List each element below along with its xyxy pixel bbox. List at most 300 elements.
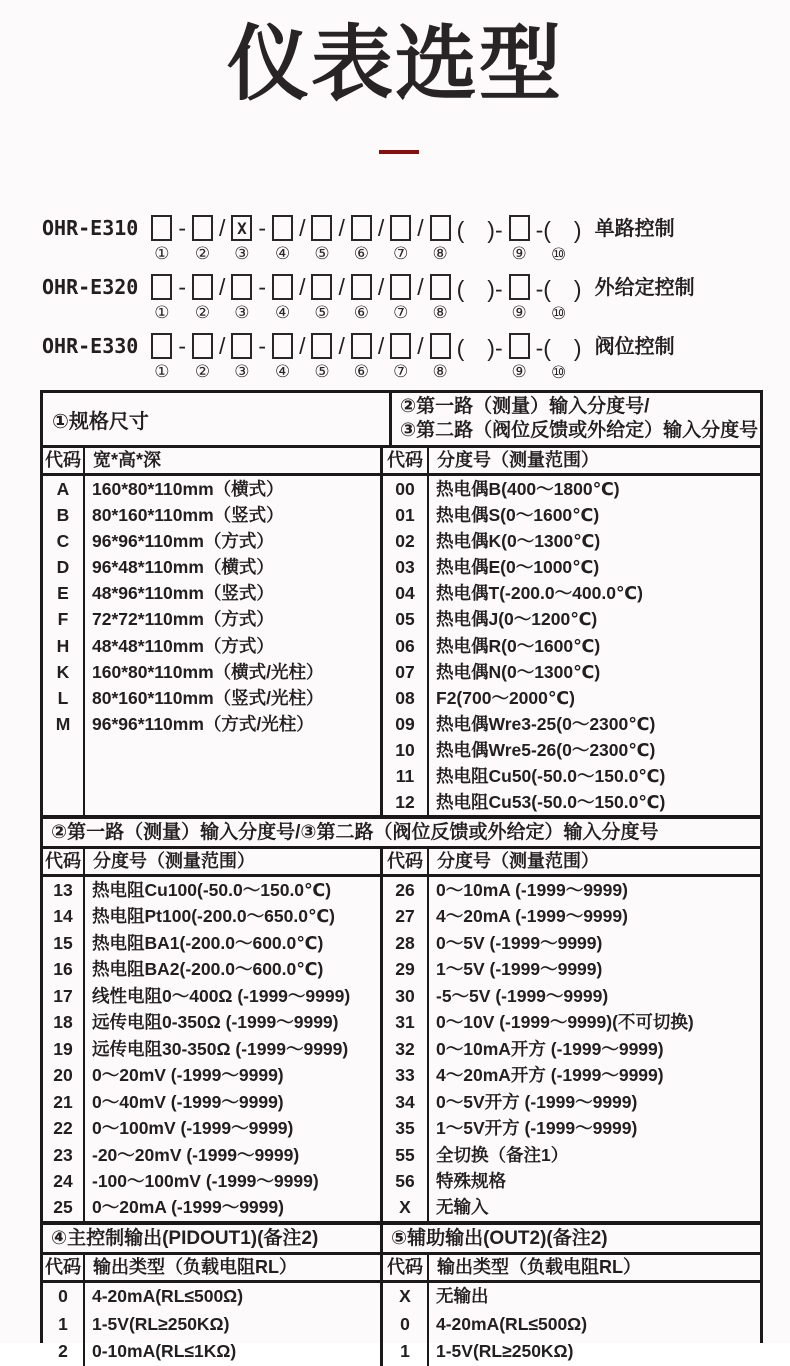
- separator-glyph: /: [299, 332, 306, 359]
- column-header-code: 代码: [45, 450, 81, 470]
- circled-number: ⑨: [511, 362, 527, 382]
- row-code: 21: [53, 1091, 73, 1112]
- table-row: [43, 1283, 380, 1311]
- row-code: D: [56, 557, 70, 578]
- table-row: [383, 476, 760, 502]
- table-row: [383, 580, 760, 606]
- separator-glyph: ( )-: [456, 334, 503, 361]
- code-box-frame: [272, 274, 293, 300]
- code-box: [231, 332, 252, 382]
- row-code: 20: [53, 1065, 73, 1086]
- row-description: 160*80*110mm（横式）: [92, 479, 284, 499]
- row-code: 03: [395, 557, 415, 578]
- table-row: [43, 580, 380, 606]
- code-box: [311, 273, 332, 323]
- separator-glyph: /: [417, 273, 424, 300]
- model-token-sequence: [150, 332, 586, 383]
- circled-number: ④: [274, 362, 291, 382]
- row-description: 0-10mA(RL≤1KΩ): [92, 1341, 237, 1361]
- code-box: [509, 273, 530, 323]
- separator: [532, 273, 586, 324]
- row-description: 0～10mA开方 (-1999～9999): [436, 1038, 664, 1059]
- section2-subheader-band: [43, 849, 760, 877]
- section1-header-size: ①规格尺寸: [52, 410, 149, 433]
- row-code: 14: [53, 906, 73, 927]
- code-box-frame: [192, 333, 213, 359]
- row-code: B: [56, 505, 70, 526]
- row-description: 远传电阻0-350Ω (-1999～9999): [92, 1012, 339, 1033]
- row-code: 06: [395, 635, 415, 656]
- code-box-frame: [509, 215, 530, 241]
- table-row: [43, 903, 380, 929]
- separator-glyph: /: [338, 332, 345, 359]
- code-box-frame: [351, 215, 372, 241]
- row-description: 远传电阻30-350Ω (-1999～9999): [92, 1038, 349, 1059]
- row-code: H: [56, 635, 70, 656]
- row-code: F: [57, 609, 69, 630]
- table-row: [383, 1311, 760, 1339]
- code-box-frame: [192, 274, 213, 300]
- column-header-code: 代码: [380, 1255, 427, 1280]
- circled-number: ②: [194, 362, 211, 382]
- table-row: [383, 903, 760, 929]
- row-code: X: [399, 1286, 411, 1306]
- table-row: [383, 1036, 760, 1062]
- circled-number: ①: [154, 244, 170, 264]
- circled-number: ⑩: [550, 245, 567, 265]
- circled-number: ⑥: [353, 362, 369, 382]
- row-description: 热电阻BA2(-200.0～600.0℃): [92, 959, 324, 980]
- code-box-frame: [311, 333, 332, 359]
- row-code: L: [57, 687, 69, 708]
- column-header-code: 代码: [45, 1257, 81, 1277]
- separator: [334, 332, 348, 383]
- circled-number: ①: [154, 303, 170, 323]
- column-header-range: 分度号（测量范围）: [427, 849, 760, 874]
- table-row: [383, 685, 760, 711]
- circled-number: ⑧: [432, 244, 448, 264]
- separator-glyph: /: [338, 214, 345, 241]
- circled-number: ②: [194, 303, 211, 323]
- column-header-output-type: 输出类型（负载电阻RL）: [83, 1255, 380, 1280]
- row-description: 热电偶J(0～1200℃): [436, 609, 598, 630]
- code-box: [151, 214, 172, 264]
- row-description: 热电偶R(0～1600℃): [436, 635, 601, 656]
- code-box-frame: [390, 215, 411, 241]
- separator-glyph: /: [377, 332, 385, 359]
- circled-number: ⑤: [314, 244, 330, 264]
- model-control-type-label: 阀位控制: [594, 336, 675, 358]
- table-row: [43, 1115, 380, 1141]
- table-row: [383, 502, 760, 528]
- separator: [215, 214, 229, 265]
- row-code: 10: [395, 739, 415, 760]
- table-row: [43, 659, 380, 685]
- table-row: [383, 1062, 760, 1088]
- table-row: [383, 983, 760, 1009]
- code-box: [231, 273, 252, 323]
- row-code: 22: [53, 1118, 73, 1139]
- model-code-diagrams: [42, 214, 782, 391]
- section1-body: [43, 476, 760, 819]
- row-description: 4～20mA开方 (-1999～9999): [436, 1065, 664, 1086]
- table-row: [383, 877, 760, 903]
- circled-number: ⑦: [393, 303, 409, 323]
- table-row: [43, 877, 380, 903]
- row-description: 热电阻Cu53(-50.0～150.0℃): [436, 792, 666, 813]
- circled-number: ④: [274, 303, 291, 323]
- row-description: 0～20mV (-1999～9999): [92, 1065, 284, 1086]
- table-row: [383, 1009, 760, 1035]
- separator: [254, 214, 270, 265]
- table-row: [43, 1089, 380, 1115]
- row-description: 1-5V(RL≥250KΩ): [92, 1313, 230, 1334]
- circled-number: ⑧: [432, 303, 448, 323]
- row-description: 4～20mA (-1999～9999): [436, 906, 628, 927]
- separator: [254, 332, 270, 383]
- code-box-frame: [430, 333, 451, 359]
- row-description: 48*96*110mm（竖式）: [92, 583, 274, 604]
- row-code: 56: [395, 1170, 415, 1191]
- row-code: 16: [53, 959, 73, 980]
- table-row: [43, 1009, 380, 1035]
- row-description: 80*160*110mm（竖式）: [92, 505, 284, 526]
- row-code: 35: [395, 1118, 415, 1139]
- separator-glyph: /: [338, 273, 345, 300]
- row-code: 17: [53, 985, 73, 1006]
- row-description: 0～40mV (-1999～9999): [92, 1091, 284, 1112]
- row-description: 1～5V开方 (-1999～9999): [436, 1118, 638, 1139]
- column-header-code: 代码: [380, 448, 427, 473]
- table-row: [383, 789, 760, 815]
- table-row: [43, 1168, 380, 1194]
- table-row: [383, 1168, 760, 1194]
- row-code: 07: [395, 661, 415, 682]
- row-description: 热电偶E(0～1000℃): [436, 557, 600, 578]
- row-code: 1: [400, 1341, 410, 1361]
- circled-number: ⑥: [353, 244, 369, 264]
- row-description: 0～10V (-1999～9999)(不可切换): [436, 1012, 694, 1033]
- circled-number: ⑦: [393, 244, 409, 264]
- table-row: [43, 983, 380, 1009]
- title-underline: [379, 150, 419, 154]
- row-code: 15: [53, 932, 73, 953]
- table-row: [383, 1338, 760, 1366]
- model-row-e330: [42, 332, 782, 382]
- row-code: 0: [400, 1313, 410, 1334]
- column-header-range: 分度号（测量范围）: [427, 448, 760, 473]
- row-code: 27: [395, 906, 415, 927]
- row-code: K: [56, 661, 70, 682]
- separator: [215, 332, 229, 383]
- row-description: 全切换（备注1）: [436, 1144, 569, 1165]
- separator-glyph: /: [417, 332, 424, 359]
- separator-glyph: /: [417, 214, 424, 241]
- separator-glyph: ( )-: [456, 275, 503, 302]
- table-row: [43, 956, 380, 982]
- input-codes-column-26-x: [380, 877, 760, 1221]
- column-header-range: 分度号（测量范围）: [83, 849, 380, 874]
- table-row: [43, 476, 380, 502]
- row-description: 0～10mA (-1999～9999): [436, 880, 628, 900]
- section1-header-input: [389, 393, 760, 445]
- code-box: [351, 214, 372, 264]
- separator: [453, 273, 507, 324]
- circled-number: ⑥: [353, 303, 369, 323]
- separator-glyph: /: [377, 214, 385, 241]
- row-description: 热电偶Wre3-25(0～2300℃): [436, 713, 656, 734]
- row-description: 1-5V(RL≥250KΩ): [436, 1341, 574, 1361]
- row-description: 热电偶S(0～1600℃): [436, 505, 600, 526]
- row-code: 26: [395, 880, 415, 900]
- code-box: [272, 214, 293, 264]
- selection-table: [40, 390, 763, 1361]
- row-description: 热电偶K(0～1300℃): [436, 531, 601, 552]
- separator-glyph: -: [258, 214, 267, 241]
- row-code: 1: [58, 1313, 68, 1334]
- row-description: 80*160*110mm（竖式/光柱）: [92, 687, 324, 708]
- row-code: 32: [395, 1038, 415, 1059]
- code-box-frame: [151, 333, 172, 359]
- separator-glyph: /: [299, 273, 306, 300]
- table-row: [43, 1142, 380, 1168]
- model-name: OHR-E320: [42, 275, 139, 299]
- circled-number: ③: [234, 362, 250, 382]
- separator-glyph: /: [299, 214, 306, 241]
- separator: [374, 332, 388, 383]
- model-control-type-label: 外给定控制: [594, 277, 695, 299]
- separator-glyph: /: [219, 214, 226, 241]
- code-box: [311, 332, 332, 382]
- separator: [295, 332, 309, 383]
- code-box-frame: [151, 215, 172, 241]
- row-code: C: [56, 531, 70, 552]
- table-row: [43, 1194, 380, 1220]
- circled-number: ②: [194, 244, 211, 264]
- column-header-output-type: 输出类型（负载电阻RL）: [427, 1255, 760, 1280]
- table-row: [383, 1115, 760, 1141]
- separator-glyph: -: [258, 273, 267, 300]
- row-code: 28: [395, 932, 415, 953]
- separator-glyph: -: [258, 332, 267, 359]
- separator: [374, 214, 388, 265]
- separator: [453, 332, 507, 383]
- table-row: [43, 554, 380, 580]
- row-description: 48*48*110mm（方式）: [92, 635, 274, 656]
- table-row: [383, 659, 760, 685]
- table-row: [383, 737, 760, 763]
- row-code: 29: [395, 959, 415, 980]
- row-description: 160*80*110mm（横式/光柱）: [92, 661, 324, 682]
- circled-number: ③: [234, 303, 250, 323]
- row-description: 4-20mA(RL≤500Ω): [92, 1286, 244, 1306]
- row-code: 12: [395, 792, 415, 813]
- separator-glyph: /: [219, 332, 226, 359]
- separator-glyph: ( )-: [456, 216, 503, 243]
- code-box: [311, 214, 332, 264]
- row-description: 96*96*110mm（方式）: [92, 531, 274, 552]
- table-row: [43, 528, 380, 554]
- table-row: [43, 502, 380, 528]
- row-code: 09: [395, 713, 415, 734]
- row-code: 08: [395, 687, 415, 708]
- code-box: [430, 273, 451, 323]
- row-code: 33: [395, 1065, 415, 1086]
- row-code: A: [56, 479, 70, 499]
- code-box-frame: [351, 333, 372, 359]
- row-code: M: [55, 713, 71, 734]
- row-description: 热电偶T(-200.0～400.0℃): [436, 583, 643, 604]
- code-box-frame: [151, 274, 172, 300]
- code-box: [430, 332, 451, 382]
- section1-header-band: [43, 393, 760, 448]
- separator: [254, 273, 270, 324]
- code-box: [430, 214, 451, 264]
- table-row: [43, 930, 380, 956]
- table-row: [43, 711, 380, 737]
- circled-number: ⑨: [511, 303, 527, 323]
- row-description: 0～5V (-1999～9999): [436, 932, 603, 953]
- row-description: 热电阻Cu50(-50.0～150.0℃): [436, 766, 666, 787]
- row-code: 04: [395, 583, 415, 604]
- row-code: 24: [53, 1170, 73, 1191]
- circled-number: ⑨: [511, 244, 527, 264]
- model-token-sequence: [150, 214, 586, 265]
- row-description: 特殊规格: [436, 1170, 506, 1191]
- circled-number: ①: [154, 362, 170, 382]
- row-code: 31: [395, 1012, 415, 1033]
- circled-number: ⑧: [432, 362, 448, 382]
- separator: [295, 214, 309, 265]
- table-row: [383, 554, 760, 580]
- input-codes-column-13-25: [43, 877, 380, 1221]
- circled-number: ③: [234, 244, 250, 264]
- row-code: 23: [53, 1144, 73, 1165]
- section3-body: [43, 1283, 760, 1366]
- model-name: OHR-E330: [42, 334, 139, 358]
- section1-subheader-band: [43, 448, 760, 476]
- model-row-e320: [42, 273, 782, 323]
- model-row-e310: [42, 214, 782, 264]
- row-code: X: [399, 1197, 411, 1218]
- separator: [174, 273, 190, 324]
- circled-number: ⑤: [314, 303, 330, 323]
- separator-glyph: -: [178, 214, 186, 241]
- row-code: 0: [58, 1286, 68, 1306]
- row-description: 96*48*110mm（横式）: [92, 557, 274, 578]
- separator-glyph: -: [178, 332, 186, 359]
- table-row: [383, 1089, 760, 1115]
- code-box-frame: [509, 333, 530, 359]
- table-row: [383, 606, 760, 632]
- section1-header-input-line2: ③第二路（阀位反馈或外给定）输入分度号: [400, 420, 759, 441]
- model-control-type-label: 单路控制: [594, 218, 675, 240]
- code-box: [351, 332, 372, 382]
- row-code: 19: [53, 1038, 73, 1059]
- code-box-frame: [311, 215, 332, 241]
- code-box-frame: [390, 274, 411, 300]
- code-box-frame: [390, 333, 411, 359]
- section3-header-aux-output: ⑤辅助输出(OUT2)(备注2): [380, 1225, 760, 1252]
- separator: [532, 214, 586, 265]
- row-description: -20～20mV (-1999～9999): [92, 1144, 300, 1165]
- section3-header-main-output: ④主控制输出(PIDOUT1)(备注2): [51, 1228, 319, 1249]
- section3-subheader-band: [43, 1255, 760, 1283]
- table-row: [383, 1283, 760, 1311]
- table-row: [43, 606, 380, 632]
- table-row: [383, 763, 760, 789]
- separator-glyph: -( ): [535, 334, 582, 361]
- circled-number: ⑦: [393, 362, 409, 382]
- separator: [334, 273, 348, 324]
- separator: [413, 273, 427, 324]
- separator-glyph: -( ): [535, 275, 582, 302]
- code-box-frame: [231, 333, 252, 359]
- separator: [453, 214, 507, 265]
- circled-number: ⑩: [550, 363, 567, 383]
- size-codes-column: [43, 476, 380, 815]
- table-row: [43, 1338, 380, 1366]
- row-description: 热电偶N(0～1300℃): [436, 661, 601, 682]
- row-description: 0～20mA (-1999～9999): [92, 1197, 284, 1218]
- row-description: 热电偶B(400～1800℃): [436, 479, 620, 499]
- row-code: 30: [395, 985, 415, 1006]
- row-code: 05: [395, 609, 415, 630]
- separator: [374, 273, 388, 324]
- code-box: [272, 273, 293, 323]
- table-row: [43, 1311, 380, 1339]
- code-box-frame: [430, 215, 451, 241]
- row-description: -100～100mV (-1999～9999): [92, 1170, 319, 1191]
- code-box-frame: [509, 274, 530, 300]
- table-row: [383, 711, 760, 737]
- row-description: 96*96*110mm（方式/光柱）: [92, 713, 314, 734]
- separator: [295, 273, 309, 324]
- code-box: [390, 332, 411, 382]
- section2-header: ②第一路（测量）输入分度号/③第二路（阀位反馈或外给定）输入分度号: [43, 819, 760, 849]
- section1-header-input-line1: ②第一路（测量）输入分度号/: [400, 396, 650, 417]
- row-description: 线性电阻0～400Ω (-1999～9999): [92, 985, 351, 1006]
- table-row: [383, 1194, 760, 1220]
- code-box: [151, 273, 172, 323]
- table-row: [383, 1142, 760, 1168]
- row-description: 72*72*110mm（方式）: [92, 609, 274, 630]
- separator-glyph: /: [219, 273, 226, 300]
- row-description: 热电阻Cu100(-50.0～150.0℃): [92, 880, 332, 900]
- row-description: 热电偶Wre5-26(0～2300℃): [436, 739, 656, 760]
- separator: [174, 332, 190, 383]
- separator-glyph: /: [377, 273, 385, 300]
- row-description: -5～5V (-1999～9999): [436, 985, 609, 1006]
- table-row: [383, 930, 760, 956]
- code-box: [509, 332, 530, 382]
- row-description: F2(700～2000℃): [436, 687, 575, 708]
- row-code: 55: [395, 1144, 415, 1165]
- code-box: [509, 214, 530, 264]
- code-box-frame: [430, 274, 451, 300]
- code-box: [151, 332, 172, 382]
- row-code: 00: [395, 479, 415, 499]
- code-box: [390, 273, 411, 323]
- row-description: 热电阻BA1(-200.0～600.0℃): [92, 932, 324, 953]
- code-box: [192, 273, 213, 323]
- separator: [413, 214, 427, 265]
- model-token-sequence: [150, 273, 586, 324]
- row-code: 13: [53, 880, 73, 900]
- table-row: [383, 956, 760, 982]
- separator: [215, 273, 229, 324]
- row-description: 热电阻Pt100(-200.0～650.0℃): [92, 906, 335, 927]
